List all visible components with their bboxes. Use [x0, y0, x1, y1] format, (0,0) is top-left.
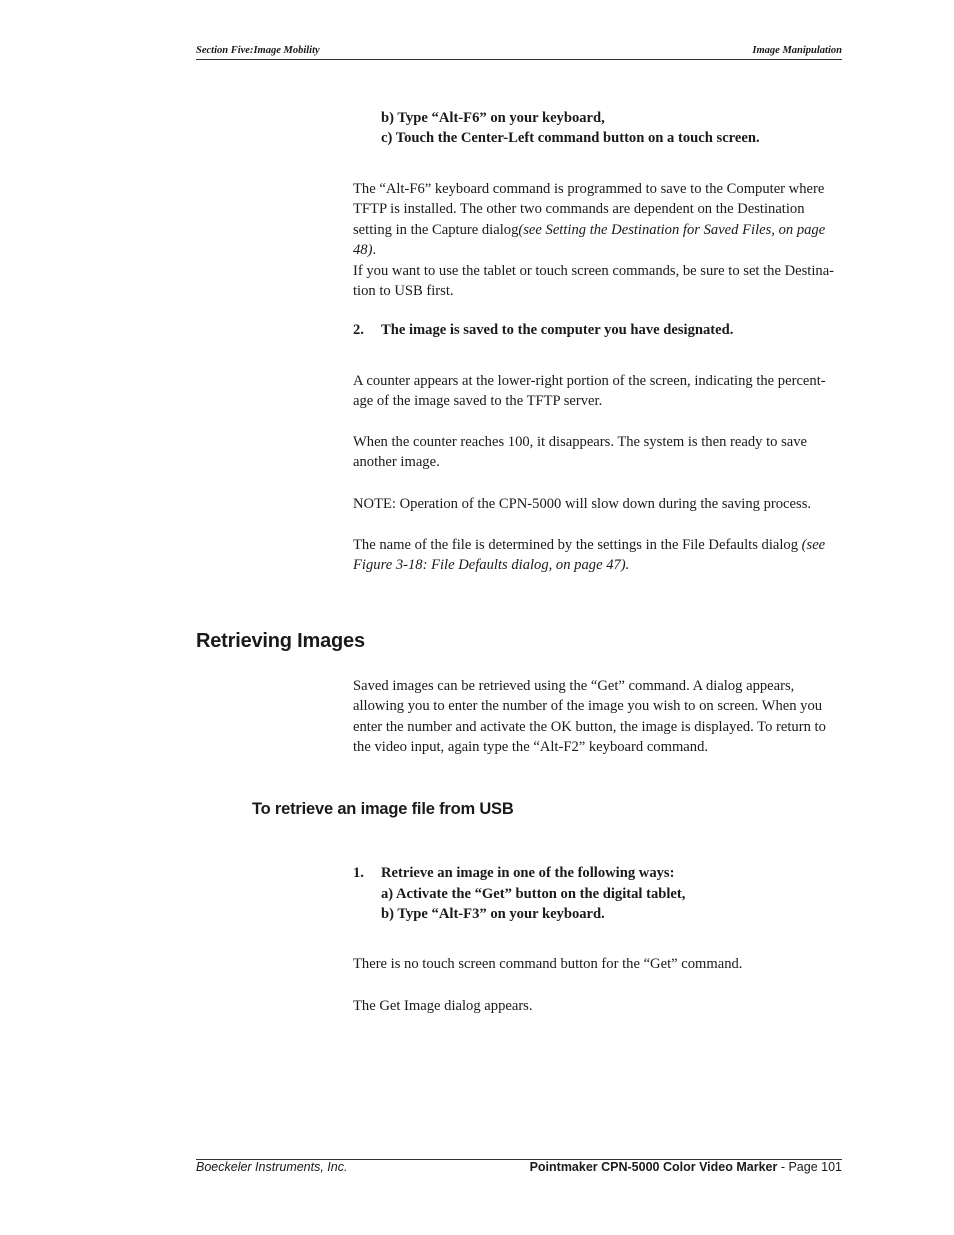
- paragraph-alt-f6: The “Alt-F6” keyboard command is programmed to save to the Computer where TFTP is installed. The other two commands are dependent on the Destination setting in the Capture dialog(see Setting the Destination for Saved Files, on page 48).: [353, 181, 826, 259]
- paragraph-usb-destination: If you want to use the tablet or touch screen commands, be sure to set the Destina-tion to USB first.: [353, 263, 835, 300]
- paragraph-no-touch: There is no touch screen command button for the “Get” command.: [353, 956, 743, 972]
- header-section-title: Section Five:Image Mobility: [196, 45, 320, 56]
- paragraph-note: NOTE: Operation of the CPN-5000 will slow down during the saving process.: [353, 496, 812, 512]
- step-1-number: 1.: [353, 865, 364, 881]
- step-1-item-a: a) Activate the “Get” button on the digital tablet,: [381, 886, 686, 902]
- list-item-b: b) Type “Alt-F6” on your keyboard,: [381, 110, 605, 126]
- paragraph-file-name: The name of the file is determined by the settings in the File Defaults dialog (see Figure 3-18: File Defaults dialog, on page 47).: [353, 537, 826, 574]
- cross-reference-file-defaults: (see Figure 3-18: File Defaults dialog, on page 47).: [353, 537, 826, 574]
- heading-retrieving-images: Retrieving Images: [196, 630, 365, 652]
- footer-product: Pointmaker CPN-5000 Color Video Marker: [529, 1160, 778, 1174]
- header-chapter-title: Image Manipulation: [752, 45, 842, 56]
- header-rule: [196, 59, 842, 60]
- step-2-text: The image is saved to the computer you have designated.: [381, 322, 734, 338]
- footer-page-number: - Page 101: [777, 1160, 842, 1174]
- footer-company: Boeckeler Instruments, Inc.: [196, 1160, 348, 1174]
- heading-retrieve-usb: To retrieve an image file from USB: [252, 800, 514, 818]
- cross-reference-destination: (see Setting the Destination for Saved Files, on page 48): [353, 221, 826, 259]
- step-1-item-b: b) Type “Alt-F3” on your keyboard.: [381, 906, 605, 922]
- footer-product-page: [530, 1160, 842, 1174]
- list-item-c: c) Touch the Center-Left command button on a touch screen.: [381, 130, 760, 146]
- paragraph-counter-100: When the counter reaches 100, it disappears. The system is then ready to save another image.: [353, 434, 808, 471]
- paragraph-dialog-appears: The Get Image dialog appears.: [353, 998, 533, 1014]
- step-1-text: Retrieve an image in one of the following ways:: [381, 865, 675, 881]
- step-2-number: 2.: [353, 322, 364, 338]
- paragraph-get-command: Saved images can be retrieved using the “Get” command. A dialog appears, allowing you to enter the number of the image you wish to on screen. When you enter the number and activate the OK button, the image is displayed. To return to the video input, again type the “Alt-F2” keyboard command.: [353, 678, 826, 756]
- paragraph-counter: A counter appears at the lower-right portion of the screen, indicating the percent-age of the image saved to the TFTP server.: [353, 373, 826, 410]
